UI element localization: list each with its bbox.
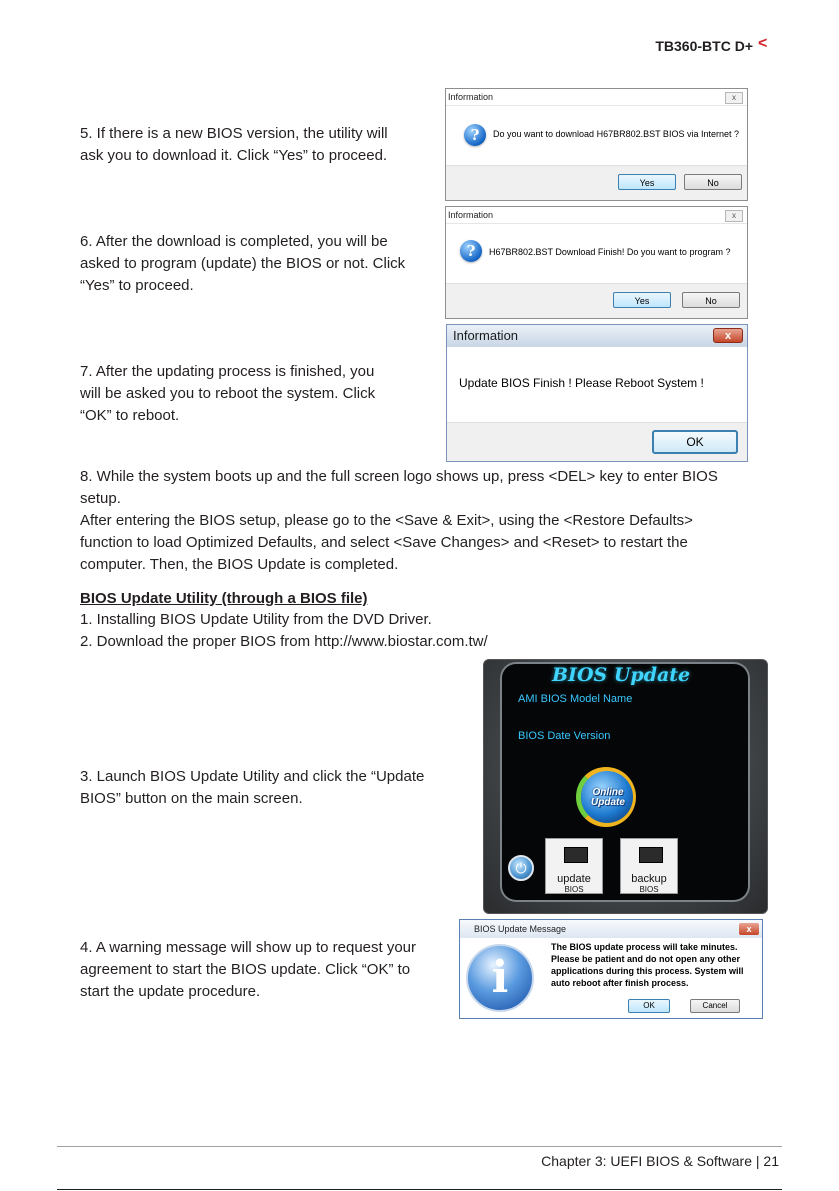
question-icon: ? — [460, 240, 482, 262]
step-3-line-2: BIOS” button on the main screen. — [80, 790, 303, 807]
backup-sub-label: BIOS — [639, 885, 659, 894]
step-7-line-1: 7. After the updating process is finished, you — [80, 363, 375, 380]
dialog-message: H67BR802.BST Download Finish! Do you want to program ? — [489, 247, 731, 257]
update-sub-label: BIOS — [564, 885, 584, 894]
power-icon[interactable]: ⏻ — [508, 855, 534, 881]
backup-label: backup — [631, 873, 667, 885]
step-7-text — [80, 361, 375, 427]
online-update-label-2: Update — [591, 797, 625, 808]
step-4-line-1: 4. A warning message will show up to request your — [80, 939, 417, 956]
download-confirm-dialog — [445, 88, 748, 201]
dialog-message: Update BIOS Finish ! Please Reboot System ! — [459, 376, 704, 390]
dialog-message: Do you want to download H67BR802.BST BIOS via Internet ? — [493, 129, 739, 139]
step-3-line-1: 3. Launch BIOS Update Utility and click the “Update — [80, 768, 425, 785]
no-button[interactable]: No — [684, 174, 742, 190]
footer-rule-bottom — [57, 1189, 782, 1190]
dialog-footer — [446, 283, 747, 318]
cancel-button[interactable]: Cancel — [690, 999, 740, 1013]
step-5-text — [80, 123, 388, 167]
yes-button[interactable]: Yes — [613, 292, 671, 308]
info-icon: i — [466, 944, 534, 1012]
question-icon: ? — [464, 124, 486, 146]
message-line: applications during this process. System will — [551, 966, 744, 976]
program-confirm-dialog — [445, 206, 748, 319]
online-update-button[interactable] — [584, 788, 632, 808]
document-model-name: TB360-BTC D+ — [655, 38, 753, 54]
step-3-text — [80, 766, 424, 810]
ok-button[interactable]: OK — [652, 430, 738, 454]
dialog-close-button[interactable]: x — [713, 328, 743, 343]
update-label: update — [557, 873, 591, 885]
paragraph-line: computer. Then, the BIOS Update is completed. — [80, 556, 399, 573]
dialog-footer — [446, 165, 747, 200]
ok-button[interactable]: OK — [628, 999, 670, 1013]
dialog-title: Information — [447, 325, 747, 347]
dialog-close-button[interactable]: x — [725, 210, 743, 222]
dialog-title: Information — [446, 89, 747, 106]
paragraph-line: 8. While the system boots up and the full screen logo shows up, press <DEL> key to enter BIOS — [80, 468, 718, 485]
chip-icon — [639, 847, 663, 863]
bios-date-label: BIOS Date Version — [518, 730, 611, 742]
step-7-line-3: “OK” to reboot. — [80, 407, 180, 424]
online-update-label-1: Online — [592, 787, 624, 798]
reboot-dialog — [446, 324, 748, 462]
header-arrow-icon: < — [758, 35, 768, 52]
yes-button[interactable]: Yes — [618, 174, 676, 190]
message-line: The BIOS update process will take minutes. — [551, 942, 738, 952]
backup-bios-button[interactable] — [620, 838, 678, 894]
step-7-line-2: will be asked you to reboot the system. Click — [80, 385, 376, 402]
page-footer: Chapter 3: UEFI BIOS & Software | 21 — [541, 1153, 779, 1169]
step-4-text — [80, 937, 416, 1003]
step-8-paragraph — [80, 466, 780, 576]
dialog-title: BIOS Update Message — [460, 920, 762, 938]
chip-icon — [564, 847, 588, 863]
message-line: Please be patient and do not open any other — [551, 954, 741, 964]
dialog-title: Information — [446, 207, 747, 224]
step-6-text — [80, 231, 405, 297]
section-heading: BIOS Update Utility (through a BIOS file) — [80, 590, 368, 607]
paragraph-line: function to load Optimized Defaults, and select <Save Changes> and <Reset> to restart the — [80, 534, 688, 551]
list-item: 1. Installing BIOS Update Utility from the DVD Driver. — [80, 611, 432, 628]
footer-rule-top — [57, 1146, 782, 1147]
section-list — [80, 609, 488, 653]
step-5-line-1: 5. If there is a new BIOS version, the utility will — [80, 125, 388, 142]
step-5-line-2: ask you to download it. Click “Yes” to proceed. — [80, 147, 388, 164]
bios-update-message-dialog — [459, 919, 763, 1019]
update-bios-button[interactable] — [545, 838, 603, 894]
no-button[interactable]: No — [682, 292, 740, 308]
list-item: 2. Download the proper BIOS from http://www.biostar.com.tw/ — [80, 633, 488, 650]
paragraph-line: setup. — [80, 490, 121, 507]
step-4-line-2: agreement to start the BIOS update. Click “OK” to — [80, 961, 411, 978]
dialog-close-button[interactable]: x — [739, 923, 759, 935]
message-line: auto reboot after finish process. — [551, 978, 689, 988]
step-6-line-1: 6. After the download is completed, you will be — [80, 233, 388, 250]
bios-update-title: BIOS Update — [552, 664, 691, 686]
dialog-close-button[interactable]: x — [725, 92, 743, 104]
dialog-footer — [447, 422, 747, 461]
paragraph-line: After entering the BIOS setup, please go to the <Save & Exit>, using the <Restore Defaults> — [80, 512, 693, 529]
step-6-line-2: asked to program (update) the BIOS or not. Click — [80, 255, 406, 272]
bios-model-label: AMI BIOS Model Name — [518, 693, 633, 705]
step-4-line-3: start the update procedure. — [80, 983, 261, 1000]
step-6-line-3: “Yes” to proceed. — [80, 277, 194, 294]
